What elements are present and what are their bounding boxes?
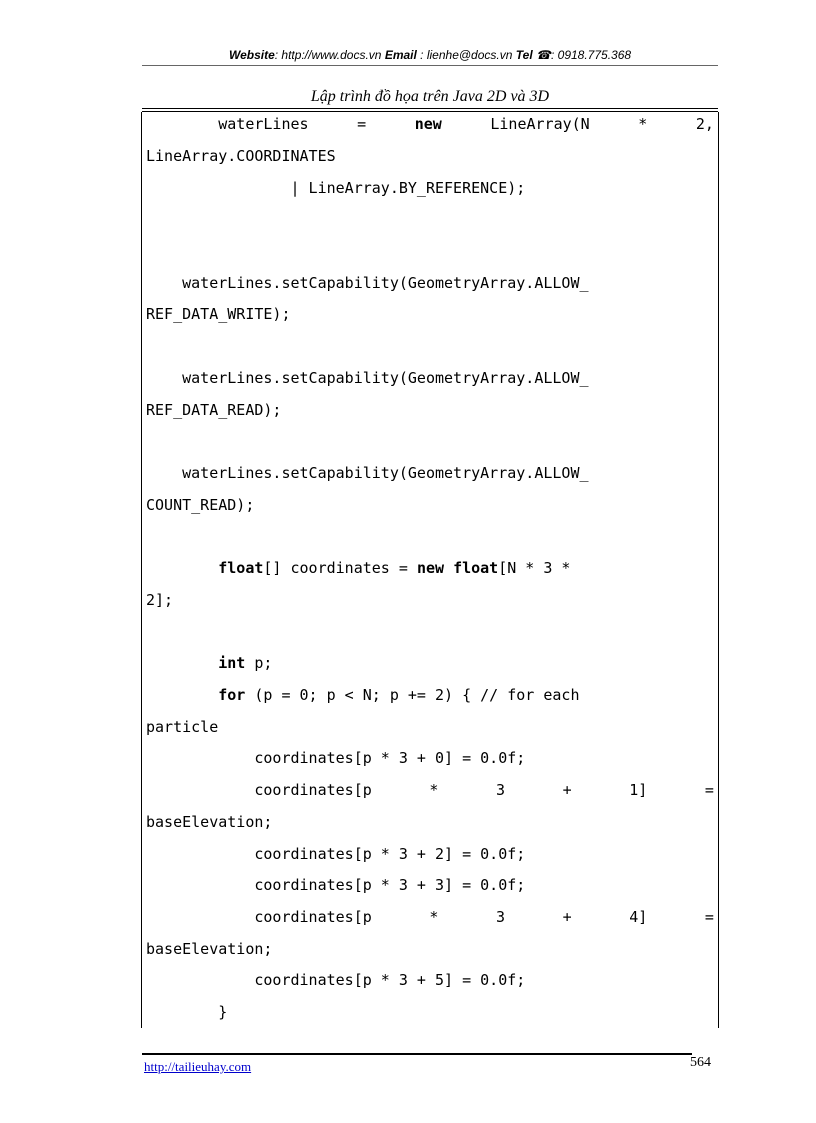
code-token: +: [562, 781, 572, 799]
code-line: [146, 905, 714, 929]
code-keyword: float: [218, 559, 264, 577]
code-line: COUNT_READ);: [146, 496, 255, 514]
code-token: *: [638, 115, 648, 133]
code-token: 3: [496, 908, 506, 926]
code-line: baseElevation;: [146, 813, 273, 831]
code-token: [N * 3 *: [498, 559, 571, 577]
code-keyword: float: [453, 559, 499, 577]
code-token: 3: [496, 781, 506, 799]
code-line: coordinates[p * 3 + 3] = 0.0f;: [146, 876, 526, 894]
code-token: =: [704, 781, 714, 799]
code-line: waterLines.setCapability(GeometryArray.ALLOW_: [146, 369, 589, 387]
code-line: | LineArray.BY_REFERENCE);: [146, 179, 526, 197]
code-line: [146, 651, 714, 675]
website-sep: :: [274, 48, 282, 62]
code-line: REF_DATA_WRITE);: [146, 305, 291, 323]
code-token: LineArray(N: [490, 115, 590, 133]
code-line: coordinates[p * 3 + 0] = 0.0f;: [146, 749, 526, 767]
code-line: REF_DATA_READ);: [146, 401, 282, 419]
code-line: }: [146, 1003, 228, 1021]
code-token: +: [562, 908, 572, 926]
email-sep: :: [416, 48, 427, 62]
website-url[interactable]: http://www.docs.vn: [281, 48, 382, 62]
code-line: [146, 778, 714, 802]
code-token: 4]: [629, 908, 648, 926]
tel-sep: :: [550, 48, 558, 62]
code-token: coordinates[p: [146, 908, 372, 926]
code-block: [141, 112, 719, 1028]
code-token: =: [704, 908, 714, 926]
code-indent: [146, 686, 218, 704]
code-token: 1]: [629, 781, 648, 799]
code-line: waterLines.setCapability(GeometryArray.ALLOW_: [146, 464, 589, 482]
code-keyword: for: [218, 686, 246, 704]
code-token: (p = 0; p < N; p += 2) { // for each: [245, 686, 580, 704]
code-token: p;: [245, 654, 273, 672]
website-label: Website: [228, 48, 275, 62]
code-keyword: new: [416, 559, 445, 577]
footer-link[interactable]: http://tailieuhay.com: [144, 1059, 252, 1074]
code-token: *: [429, 908, 439, 926]
code-token: 2,: [695, 115, 714, 133]
code-line: [146, 112, 714, 136]
tel-label: Tel: [515, 48, 533, 62]
code-indent: [146, 654, 218, 672]
email-value[interactable]: lienhe@docs.vn: [426, 48, 513, 62]
code-token: =: [357, 115, 367, 133]
document-title: Lập trình đồ họa trên Java 2D và 3D: [310, 88, 550, 105]
code-line: 2];: [146, 591, 174, 609]
code-keyword: int: [218, 654, 246, 672]
code-line: particle: [146, 718, 219, 736]
code-token: [] coordinates =: [263, 559, 417, 577]
footer-divider: [142, 1053, 692, 1055]
code-line: coordinates[p * 3 + 5] = 0.0f;: [146, 971, 526, 989]
code-line: [146, 556, 714, 580]
code-token: coordinates[p: [146, 781, 372, 799]
code-line: coordinates[p * 3 + 2] = 0.0f;: [146, 845, 526, 863]
code-token: [444, 559, 453, 577]
code-token: waterLines: [146, 115, 309, 133]
tel-value: 0918.775.368: [557, 48, 632, 62]
code-indent: [146, 559, 218, 577]
code-token: *: [429, 781, 439, 799]
email-label: Email: [384, 48, 417, 62]
header-divider: [142, 65, 718, 66]
code-line: baseElevation;: [146, 940, 273, 958]
page-number: 564: [690, 1055, 711, 1070]
code-line: LineArray.COORDINATES: [146, 147, 336, 165]
code-line: [146, 683, 714, 707]
header-contact: [142, 48, 718, 62]
phone-icon: ☎: [536, 48, 551, 62]
code-line: waterLines.setCapability(GeometryArray.ALLOW_: [146, 274, 589, 292]
code-keyword: new: [414, 115, 442, 133]
